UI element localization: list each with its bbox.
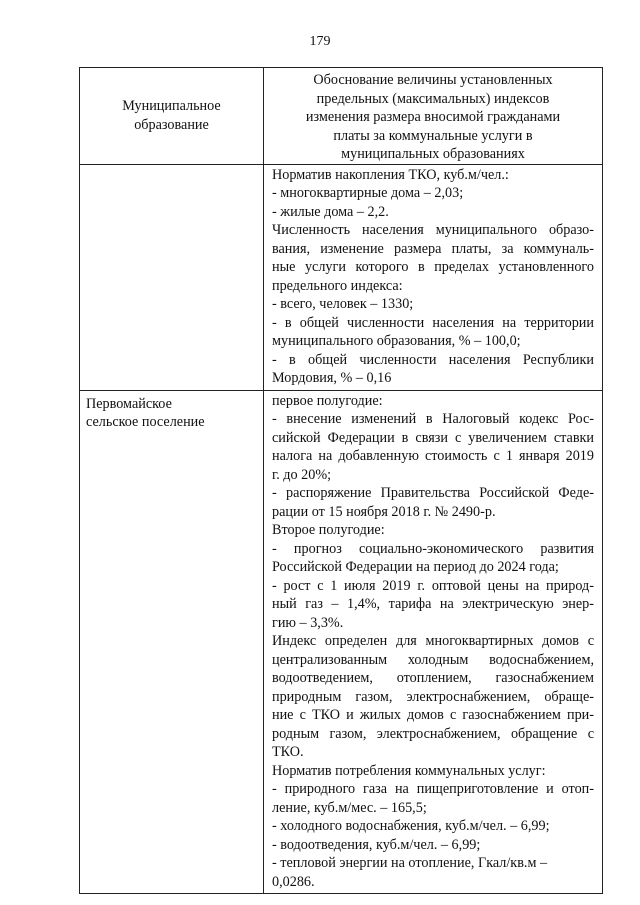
header-municipality-line: образование: [134, 116, 209, 133]
justification-line: - жилые дома – 2,2.: [272, 203, 389, 220]
justification-line: - многоквартирные дома – 2,03;: [272, 185, 464, 201]
justification-line: - всего, человек – 1330;: [272, 296, 414, 312]
header-justification-line: Обоснование величины установленных: [313, 72, 553, 88]
justification-line: - тепловой энергии на отопление, Гкал/кв.м –: [272, 855, 548, 871]
justification-line: - распоряжение Правительства Российской Феде-: [272, 485, 594, 501]
justification-line: ление, куб.м/мес. – 165,5;: [272, 799, 427, 816]
justification-line: - рост с 1 июля 2019 г. оптовой цены на природ-: [272, 577, 594, 594]
header-municipality: [80, 68, 264, 165]
justification-line: - внесение изменений в Налоговый кодекс Рос-: [272, 411, 594, 427]
header-justification-line: предельных (максимальных) индексов: [316, 90, 550, 107]
justification-line: ный газ – 1,4%, тарифа на электрическую энер-: [272, 596, 594, 612]
header-municipality-line: Муниципальное: [122, 98, 221, 115]
justification-line: - водоотведения, куб.м/чел. – 6,99;: [272, 836, 481, 853]
justification-line: рации от 15 ноября 2018 г. № 2490-р.: [272, 503, 496, 520]
municipality-name-line: Первомайское: [86, 395, 172, 412]
header-justification-line: платы за коммунальные услуги в: [333, 127, 533, 144]
justification-line: централизованным холодным водоснабжением,: [272, 651, 594, 668]
justification-cell: [264, 390, 603, 894]
justification-line: налога на добавленную стоимость с 1 января 2019: [272, 448, 594, 464]
header-justification-line: муниципальных образованиях: [341, 146, 525, 162]
municipality-cell-empty: [80, 164, 264, 390]
justification-line: 0,0286.: [272, 873, 315, 890]
justification-line: Норматив накопления ТКО, куб.м/чел.:: [272, 166, 509, 183]
justification-line: Индекс определен для многоквартирных домов с: [272, 633, 594, 649]
municipality-name-line: сельское поселение: [86, 413, 205, 430]
justification-line: Второе полугодие:: [272, 522, 385, 538]
justification-line: - природного газа на пищеприготовление и отоп-: [272, 781, 594, 797]
justification-cell: [264, 164, 603, 390]
justification-line: Российской Федерации на период до 2024 года;: [272, 559, 559, 575]
tariff-justification-table: [79, 67, 603, 894]
justification-line: вания, изменение размера платы, за коммуналь-: [272, 240, 594, 257]
justification-line: - в общей численности населения на территории: [272, 314, 594, 331]
justification-line: Мордовия, % – 0,16: [272, 370, 392, 386]
municipality-cell: [80, 390, 264, 894]
justification-line: первое полугодие:: [272, 392, 383, 409]
table-row: [80, 390, 603, 894]
justification-line: природным газом, электроснабжением, обраще-: [272, 688, 594, 705]
table-header-row: [80, 68, 603, 165]
justification-line: ние с ТКО и жилых домов с газоснабжением при-: [272, 707, 594, 723]
justification-line: ные услуги которого в пределах установленного: [272, 259, 594, 275]
justification-line: муниципального образования, % – 100,0;: [272, 333, 521, 349]
justification-line: родным газом, электроснабжением, обращение с: [272, 725, 594, 742]
header-justification-line: изменения размера вносимой гражданами: [305, 109, 561, 125]
header-justification: [264, 68, 603, 165]
justification-line: гию – 3,3%.: [272, 614, 344, 631]
justification-line: Норматив потребления коммунальных услуг:: [272, 762, 546, 779]
justification-line: г. до 20%;: [272, 466, 332, 483]
justification-line: Численность населения муниципального образо-: [272, 222, 594, 238]
justification-line: - в общей численности населения Республики: [272, 351, 594, 368]
justification-line: ТКО.: [272, 744, 304, 760]
justification-line: водоотведением, отоплением, газоснабжением: [272, 670, 594, 686]
page-number: 179: [309, 34, 331, 49]
justification-line: - холодного водоснабжения, куб.м/чел. – 6,99;: [272, 818, 550, 834]
table-row: [80, 164, 603, 390]
justification-line: сийской Федерации в связи с увеличением ставки: [272, 429, 594, 446]
justification-line: - прогноз социально-экономического развития: [272, 540, 594, 557]
justification-line: предельного индекса:: [272, 277, 403, 294]
